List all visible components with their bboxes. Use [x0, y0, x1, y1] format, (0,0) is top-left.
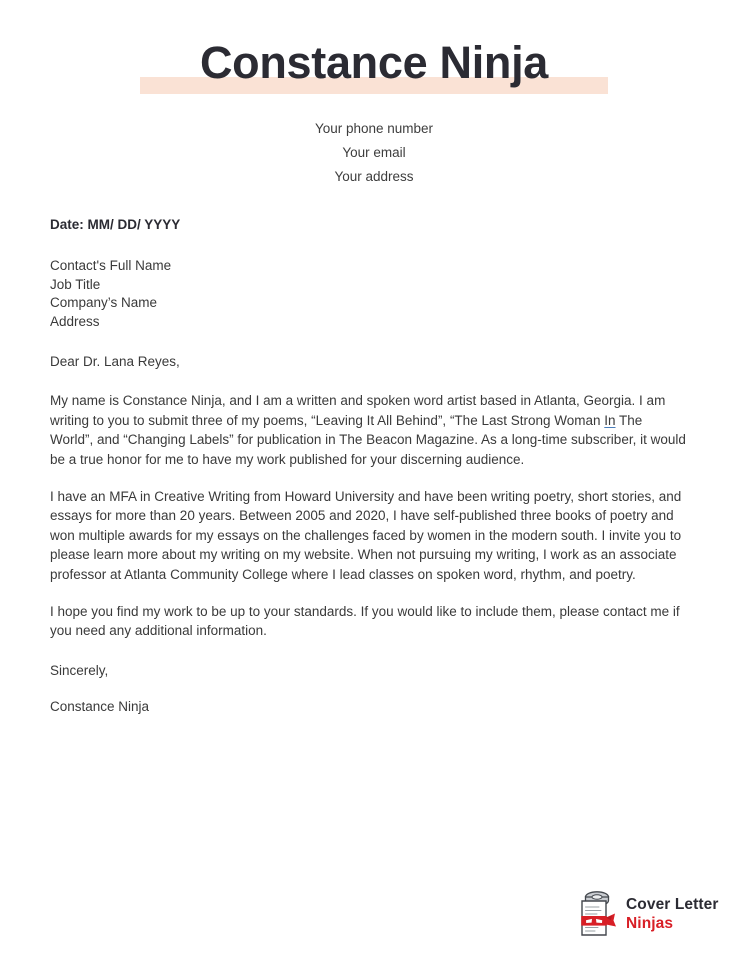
recipient-name: Contact's Full Name	[50, 258, 172, 273]
brand-line-2: Ninjas	[626, 914, 674, 932]
paragraph-1	[50, 391, 688, 469]
paragraph-1-text-part-2: The World”, and “Changing Labels” for publication in The Beacon Magazine. As a long-time subscriber, it would be a true honor for me to have my work published for your discerning audience.	[50, 412, 686, 467]
brand-wordmark	[626, 897, 719, 931]
date-line: Date: MM/ DD/ YYYY	[50, 217, 181, 232]
recipient-address: Address	[50, 313, 100, 329]
signoff: Sincerely,	[50, 662, 109, 678]
spellcheck-flagged-word[interactable]: In	[604, 412, 616, 428]
recipient-block	[50, 257, 688, 331]
letterhead	[0, 34, 748, 96]
brand-logo[interactable]	[573, 888, 733, 940]
signature-name: Constance Ninja	[50, 698, 150, 714]
paragraph-3: I hope you find my work to be up to your standards. If you would like to include them, please contact me if you need any additional information.	[50, 604, 680, 639]
paragraph-2: I have an MFA in Creative Writing from Howard University and have been writing poetry, short stories, and essays for more than 20 years. Between 2005 and 2020, I have self-published three books of poetry and won multiple awards for my essays on the challenges faced by women in the modern south. I invite you to please learn more about my writing on my website. When not pursuing my writing, I work as an associate professor at Atlanta Community College where I lead classes on spoken word, rhythm, and poetry.	[50, 489, 682, 582]
ninja-scroll-mascot-icon	[573, 890, 617, 938]
recipient-company: Company’s Name	[50, 295, 158, 311]
contact-email: Your email	[342, 145, 406, 160]
letter-body	[50, 215, 688, 717]
paragraph-1-text-part-1: My name is Constance Ninja, and I am a written and spoken word artist based in Atlanta, Georgia. I am writing to you to submit three of my poems, “Leaving It All Behind”, “The Last Strong Woman	[50, 393, 666, 428]
contact-phone: Your phone number	[314, 121, 434, 136]
salutation: Dear Dr. Lana Reyes,	[50, 354, 180, 370]
contact-details	[0, 117, 748, 189]
applicant-name: Constance Ninja	[199, 37, 549, 88]
recipient-job-title: Job Title	[50, 276, 101, 292]
contact-address: Your address	[334, 169, 414, 184]
brand-line-1: Cover Letter	[626, 896, 719, 913]
